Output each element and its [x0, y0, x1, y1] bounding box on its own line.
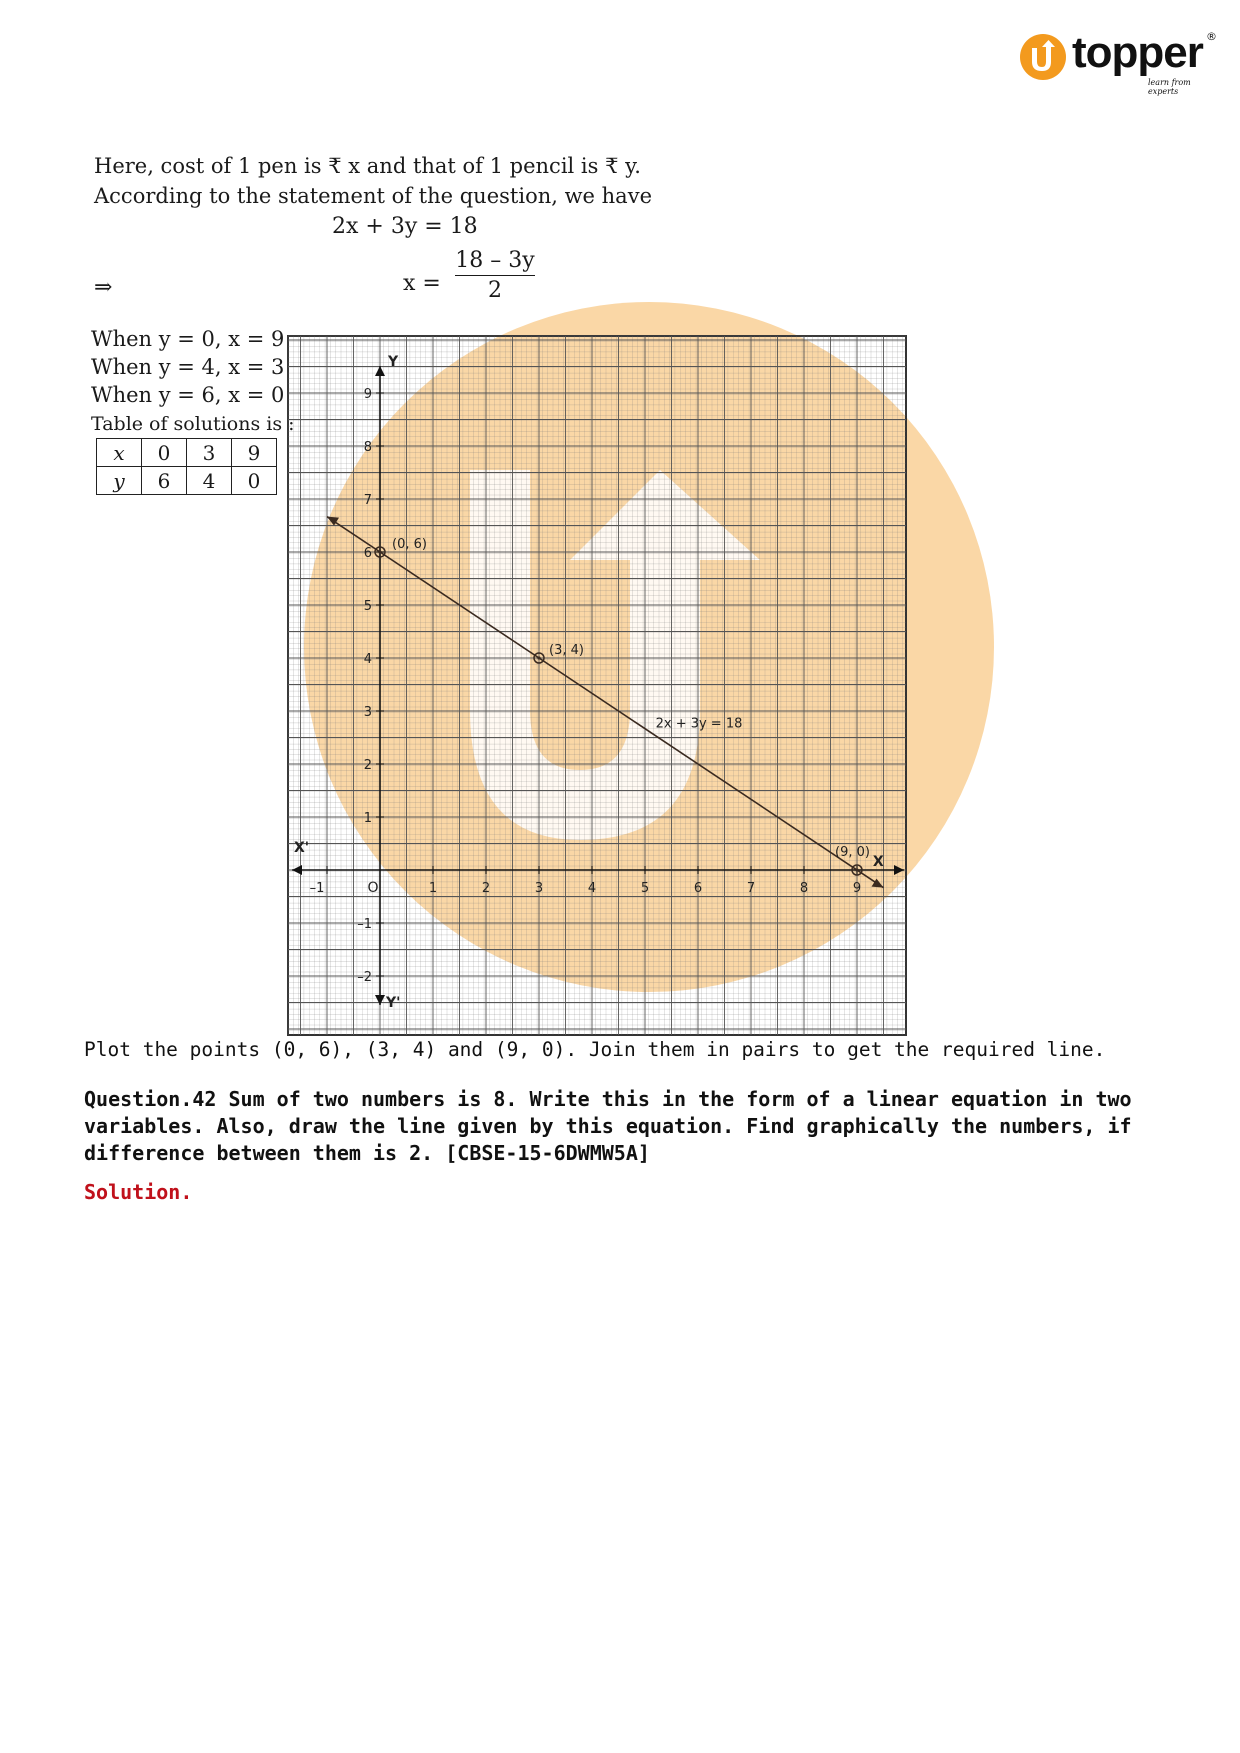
data-point-center — [378, 550, 381, 553]
table-cell: 6 — [142, 467, 187, 495]
data-point-label: (9, 0) — [835, 845, 870, 860]
y-tick-label: 3 — [363, 705, 372, 720]
table-cell: 4 — [187, 467, 232, 495]
y-axis-label: Y — [388, 354, 399, 370]
x-axis-neg-label: X' — [294, 840, 310, 856]
y-tick-label: 8 — [363, 440, 372, 455]
line-equation-label: 2x + 3y = 18 — [655, 716, 743, 732]
x-axis-pos-arrow — [894, 865, 904, 875]
y-axis-neg-label: Y' — [386, 995, 401, 1011]
fraction-numerator: 18 – 3y — [455, 248, 535, 276]
y-tick-label: 5 — [363, 599, 372, 614]
intro-line-2: According to the statement of the question, we have — [94, 184, 652, 208]
table-caption: Table of solutions is : — [91, 413, 295, 435]
table-cell: 9 — [232, 439, 277, 467]
y-tick-label: 9 — [363, 387, 372, 402]
y-tick-label: –2 — [357, 970, 372, 985]
x-tick-label: 1 — [428, 881, 438, 896]
x-axis-label: X — [872, 854, 884, 870]
x-tick-label: 7 — [746, 881, 756, 896]
data-point-center — [537, 656, 540, 659]
solution-label: Solution. — [84, 1180, 193, 1204]
plot-instruction: Plot the points (0, 6), (3, 4) and (9, 0). Join them in pairs to get the required line. — [84, 1038, 1106, 1061]
x-axis-neg-arrow — [292, 865, 302, 875]
y-tick-label: 1 — [363, 811, 372, 826]
y-tick-label: –1 — [357, 917, 372, 932]
intro-line-1: Here, cost of 1 pen is ₹ x and that of 1 pencil is ₹ y. — [94, 154, 641, 178]
data-point-label: (0, 6) — [392, 537, 427, 552]
x-equals: x = — [403, 271, 441, 296]
data-point-center — [855, 868, 858, 871]
logo-tagline: learn from experts — [1148, 78, 1191, 96]
fraction-denominator: 2 — [488, 278, 502, 303]
y-tick-label: 4 — [363, 652, 372, 667]
equation: 2x + 3y = 18 — [332, 214, 478, 239]
x-tick-label: 4 — [587, 881, 597, 896]
y-tick-label: 2 — [363, 758, 372, 773]
table-cell: 0 — [142, 439, 187, 467]
implies-symbol: ⇒ — [94, 275, 113, 300]
series-line — [327, 517, 884, 888]
case-line: When y = 6, x = 0 — [91, 383, 285, 407]
x-tick-label: 6 — [693, 881, 703, 896]
x-tick-label: 2 — [481, 881, 491, 896]
logo-registered-mark: ® — [1206, 30, 1217, 43]
table-cell: 3 — [187, 439, 232, 467]
y-tick-label: 6 — [363, 546, 372, 561]
table-cell: x — [97, 439, 142, 467]
x-tick-label: 3 — [534, 881, 544, 896]
case-line: When y = 4, x = 3 — [91, 355, 285, 379]
case-line: When y = 0, x = 9 — [91, 327, 285, 351]
x-tick-label: 9 — [852, 881, 862, 896]
table-cell: y — [97, 467, 142, 495]
logo-text: topper — [1072, 28, 1203, 77]
x-tick-label: –1 — [309, 881, 325, 896]
x-tick-label: 8 — [799, 881, 809, 896]
origin-label: O — [367, 880, 379, 896]
x-tick-label: 5 — [640, 881, 650, 896]
data-point-label: (3, 4) — [549, 643, 584, 658]
table-cell: 0 — [232, 467, 277, 495]
y-tick-label: 7 — [363, 493, 372, 508]
question-42: Question.42 Sum of two numbers is 8. Write this in the form of a linear equation in two variables. Also, draw the line given by this equation. Find graphically the numbers, if difference between them is 2. [CBSE-15-6DWMW5A] — [84, 1087, 1132, 1165]
